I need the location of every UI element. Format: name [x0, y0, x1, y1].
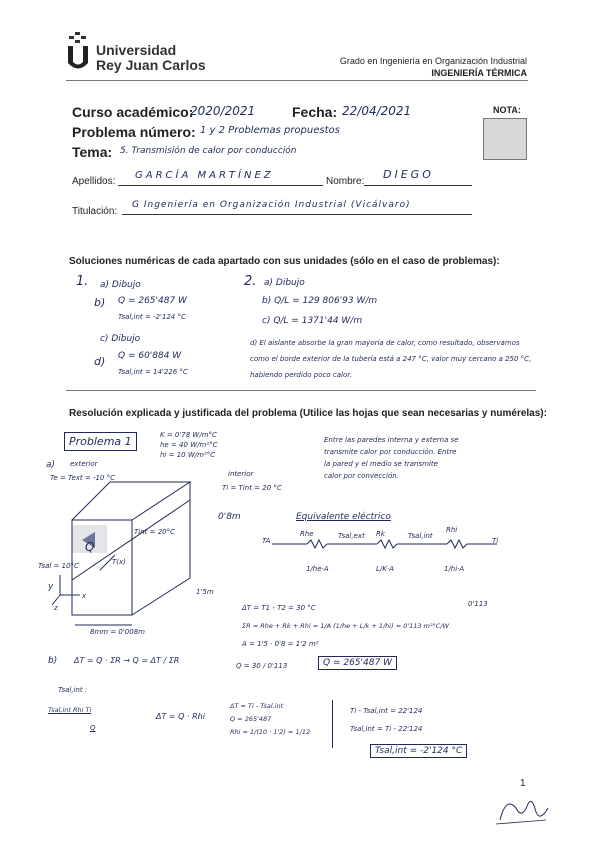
apellidos-label: Apellidos: [72, 176, 116, 187]
problema-label: Problema número: [72, 124, 196, 140]
tint-label: Tint = 20°C [134, 528, 176, 536]
eq-area: A = 1'5 · 0'8 = 1'2 m² [242, 640, 319, 648]
eq-sr-value-note: 0'113 [468, 600, 488, 608]
apellidos-underline [118, 185, 323, 186]
circuit-node-rk: Rk [376, 530, 385, 538]
part-c-equation: ΔT = Q · Rhi [156, 712, 205, 721]
circuit-node-tsalext: Tsal,ext [338, 532, 365, 540]
titulacion-label: Titulación: [72, 206, 118, 217]
given-hi: hi = 10 W/m²°C [160, 451, 216, 459]
sol-p1-number: 1. [76, 274, 89, 289]
given-k: K = 0'78 W/m°C [160, 431, 217, 439]
titulacion-value: G Ingeniería en Organización Industrial (Vicálvaro) [132, 200, 411, 210]
circuit-node-tsalint: Tsal,int [408, 532, 433, 540]
height-dim: 0'8m [218, 512, 241, 522]
interior-temp: Ti = Tint = 20 °C [222, 484, 282, 492]
eq-delta-t: ΔT = T1 - T2 = 30 °C [242, 604, 316, 612]
subject-name: INGENIERÍA TÉRMICA [431, 68, 527, 78]
part-b-calc: Q = 30 / 0'113 [236, 662, 288, 670]
mini-circuit-q: Q [90, 724, 96, 732]
circuit-node-rhi: Rhi [446, 526, 458, 534]
sol-p1-b-label: b) [94, 296, 106, 309]
header-divider [66, 80, 528, 81]
sol-p2-b: b) Q/L = 129 806'93 W/m [262, 296, 378, 306]
calc-delta-t: ΔT = Ti - Tsal,int [230, 702, 284, 710]
sol-p1-c: c) Dibujo [100, 334, 141, 344]
tsal-label: Tsal = 10°C [38, 562, 79, 570]
note-line-1: Entre las paredes interna y externa se [324, 436, 459, 444]
university-name-line1: Universidad [96, 42, 177, 58]
solutions-heading: Soluciones numéricas de cada apartado con sus unidades (sólo en el caso de problemas): [69, 256, 500, 267]
titulacion-underline [122, 214, 472, 215]
calc-q: Q = 265'487 [230, 715, 272, 723]
part-a-label: a) [46, 460, 56, 470]
sol-p1-d2: Tsal,int = 14'226 °C [118, 368, 188, 376]
circuit-r-hi: 1/hi·A [444, 565, 465, 573]
sol-p2-c: c) Q/L = 1371'44 W/m [262, 316, 363, 326]
axis-z: z [54, 604, 58, 612]
q-arrow-label: Q [85, 540, 95, 554]
length-dim: 1'5m [196, 588, 214, 596]
problema-value: 1 y 2 Problemas propuestos [200, 125, 340, 136]
apellidos-value: GARCÍA MARTÍNEZ [135, 170, 274, 181]
tx-label: T(x) [112, 558, 126, 566]
calc-ti-minus-tsal: Ti - Tsal,int = 22'124 [350, 707, 423, 715]
part-b-result: Q = 265'487 W [318, 656, 397, 670]
exterior-temp: Te = Text = -10 °C [50, 474, 115, 482]
curso-label: Curso académico: [72, 104, 194, 120]
eq-sum-r: ΣR = Rhe + Rk + Rhi = 1/A (1/he + L/k + 1/hi) = 0'113 m²°C/W [242, 622, 449, 630]
thickness-dim: 8mm = 0'008m [90, 628, 145, 636]
circuit-title: Equivalente eléctrico [296, 512, 391, 522]
nombre-underline [364, 185, 472, 186]
page-number: 1 [520, 778, 526, 789]
fecha-label: Fecha: [292, 104, 338, 120]
calc-tsal-int: Tsal,int = Ti - 22'124 [350, 725, 423, 733]
axis-x: x [82, 592, 87, 600]
sol-p1-a: a) Dibujo [100, 280, 141, 290]
circuit-node-ta: TA [262, 537, 271, 545]
tema-label: Tema: [72, 144, 113, 160]
exterior-label: exterior [70, 460, 98, 468]
circuit-node-rhe: Rhe [300, 530, 314, 538]
tema-value: 5. Transmisión de calor por conducción [120, 146, 297, 156]
university-logo [66, 32, 90, 72]
sol-p2-a: a) Dibujo [264, 278, 305, 288]
circuit-r-he: 1/he·A [306, 565, 329, 573]
nota-box [483, 118, 527, 160]
sol-p2-number: 2. [244, 274, 257, 289]
note-line-2: transmite calor por conducción. Entre [324, 448, 457, 456]
calc-rhi: Rhi = 1/(10 · 1'2) = 1/12 [230, 728, 311, 736]
sol-p1-d1: Q = 60'884 W [118, 351, 182, 361]
part-b-equation: ΔT = Q · ΣR → Q = ΔT / ΣR [74, 656, 180, 665]
axis-y: y [48, 582, 54, 592]
note-line-4: calor por convección. [324, 472, 399, 480]
nombre-label: Nombre: [326, 176, 365, 187]
sol-p2-d: d) El aislante absorbe la gran mayoría de calor, como resultado, observamos como el borde exterior de la tubería está a 247 °C, valor muy cercano a 250 °C, habiendo perdido poco calor. [250, 339, 532, 379]
mini-circuit: Tsal,int Rhi Ti [48, 706, 92, 714]
resolution-heading: Resolución explicada y justificada del problema (Utilice las hojas que sean necesarias y numérelas): [69, 408, 547, 419]
wall-diagram [40, 470, 240, 635]
circuit-node-ti: Ti [492, 537, 499, 545]
sol-p1-b2: Tsal,int = -2'124 °C [118, 313, 186, 321]
problem-title: Problema 1 [64, 432, 137, 451]
fecha-value: 22/04/2021 [342, 104, 412, 118]
interior-label: interior [228, 470, 254, 478]
nombre-value: DIEGO [383, 168, 434, 181]
part-c-result: Tsal,int = -2'124 °C [370, 744, 467, 758]
signature [492, 790, 552, 830]
sol-p1-d-label: d) [94, 355, 106, 368]
university-name-line2: Rey Juan Carlos [96, 57, 206, 73]
sol-p1-b1: Q = 265'487 W [118, 296, 187, 306]
given-he: he = 40 W/m²°C [160, 441, 218, 449]
degree-name: Grado en Ingeniería en Organización Industrial [339, 56, 527, 66]
circuit-r-k: L/K·A [376, 565, 394, 573]
tsal-int-heading: Tsal,int : [58, 686, 88, 694]
part-b-label: b) [48, 656, 58, 666]
nota-label: NOTA: [493, 105, 521, 115]
curso-value: 2020/2021 [190, 104, 256, 118]
calc-divider [332, 700, 333, 748]
solutions-divider [66, 390, 536, 391]
note-line-3: la pared y el medio se transmite [324, 460, 438, 468]
